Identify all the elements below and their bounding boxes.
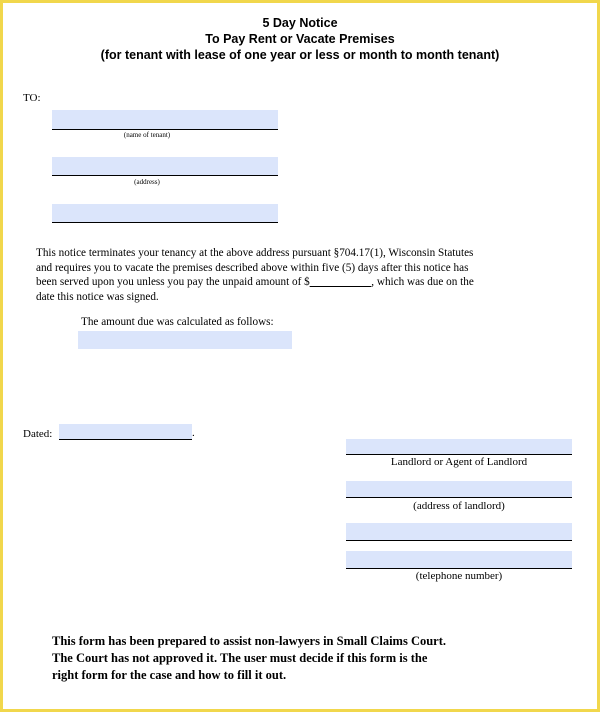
form-qualifier: (for tenant with lease of one year or less or month to month tenant) xyxy=(100,48,500,62)
notice-paragraph xyxy=(36,246,536,304)
tenant-address-caption: (address) xyxy=(134,178,160,186)
landlord-address-field[interactable] xyxy=(346,481,572,498)
notice-line-3-start: been served upon you unless you pay the unpaid amount of $ xyxy=(36,276,310,288)
form-title: 5 Day Notice xyxy=(262,16,338,30)
tenant-name-field[interactable] xyxy=(52,110,278,130)
notice-line-1: This notice terminates your tenancy at the above address pursuant §704.17(1), Wisconsin Statutes xyxy=(36,247,474,259)
tenant-address-field-2[interactable] xyxy=(52,204,278,223)
tenant-address-field-1[interactable] xyxy=(52,157,278,176)
landlord-address-caption: (address of landlord) xyxy=(413,500,505,512)
telephone-field[interactable] xyxy=(346,551,572,569)
amount-calculation-field[interactable] xyxy=(78,331,292,349)
notice-line-4: date this notice was signed. xyxy=(36,290,159,303)
notice-line-3 xyxy=(36,275,536,290)
landlord-signature-field[interactable] xyxy=(346,439,572,455)
notice-line-3-end: , which was due on the xyxy=(371,276,474,288)
disclaimer-line-3: right form for the case and how to fill it out. xyxy=(52,668,287,682)
tenant-name-caption: (name of tenant) xyxy=(123,131,171,139)
dated-period: . xyxy=(192,427,195,439)
telephone-caption: (telephone number) xyxy=(415,570,503,582)
landlord-address-field-2[interactable] xyxy=(346,523,572,541)
disclaimer xyxy=(52,633,572,684)
disclaimer-line-1: This form has been prepared to assist non-lawyers in Small Claims Court. xyxy=(52,634,447,648)
landlord-caption: Landlord or Agent of Landlord xyxy=(390,456,528,468)
disclaimer-line-2: The Court has not approved it. The user must decide if this form is the xyxy=(52,651,428,665)
dated-label: Dated: xyxy=(23,428,53,440)
notice-line-2: and requires you to vacate the premises described above within five (5) days after this notice has xyxy=(36,261,469,274)
notice-page xyxy=(3,3,597,709)
to-label: TO: xyxy=(23,92,41,104)
date-field[interactable] xyxy=(59,424,192,440)
unpaid-amount-blank[interactable]: ___________ xyxy=(309,276,372,288)
form-subtitle: To Pay Rent or Vacate Premises xyxy=(205,32,395,46)
calculation-label: The amount due was calculated as follows: xyxy=(81,316,274,328)
